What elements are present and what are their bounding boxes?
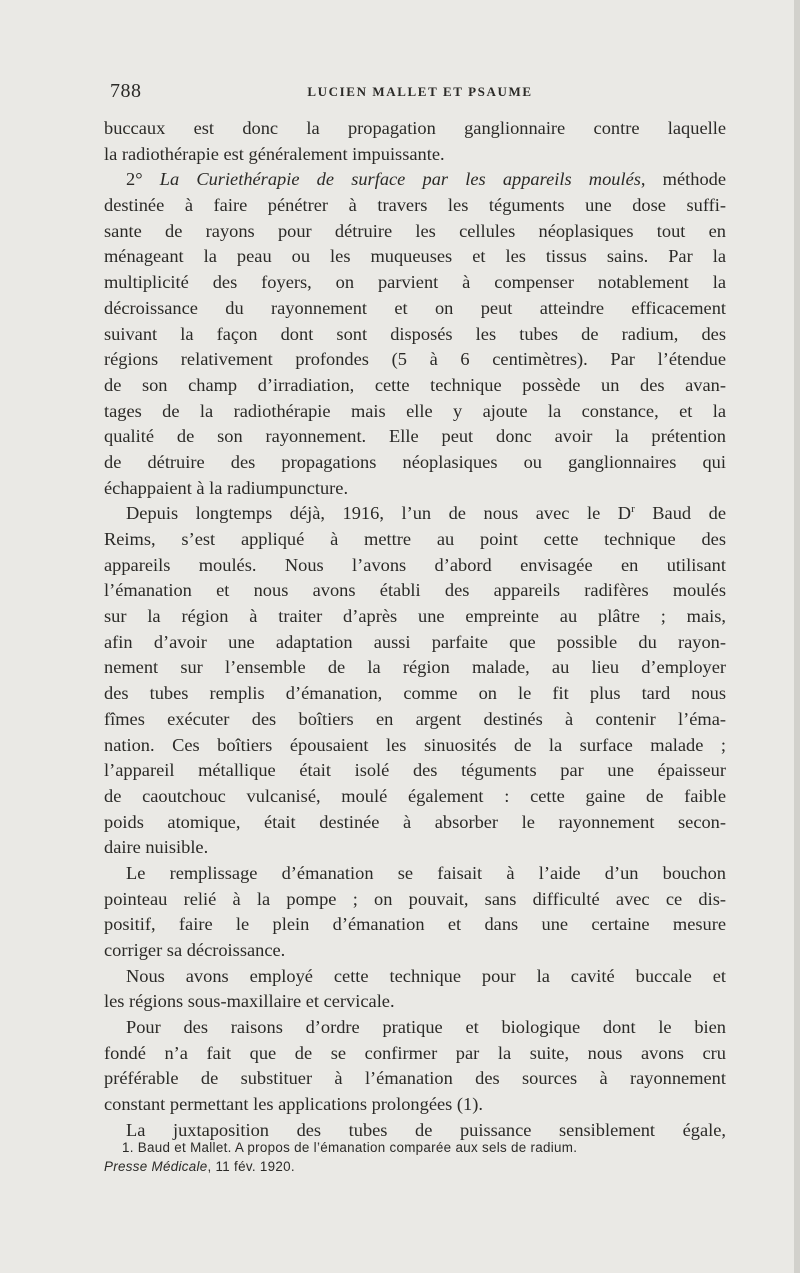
text-line: corriger sa décroissance. — [104, 940, 286, 960]
text-line: nation. Ces boîtiers épousaient les sinuosités de la surface malade ; — [104, 734, 726, 755]
text-line: daire nuisible. — [104, 837, 209, 858]
superscript: r — [631, 503, 635, 516]
footnote-fragment: , 11 fév. 1920. — [207, 1159, 295, 1174]
text-fragment: Baud de — [634, 503, 726, 524]
text-line: poids atomique, était destinée à absorber le rayonnement secon- — [104, 811, 726, 832]
text-line: ménageant la peau ou les muqueuses et les tissus sains. Par la — [104, 246, 726, 267]
text-line: buccaux est donc la propagation ganglionnaire contre laquelle — [104, 118, 726, 138]
text-line: pointeau relié à la pompe ; on pouvait, sans difficulté avec ce dis- — [104, 888, 726, 909]
text-line: des tubes remplis d’émanation, comme on le fit plus tard nous — [104, 683, 726, 704]
text-line: sur la région à traiter d’après une empreinte au plâtre ; mais, — [104, 606, 726, 627]
text-line: de caoutchouc vulcanisé, moulé également : cette gaine de faible — [104, 785, 726, 806]
text-line — [104, 501, 726, 527]
text-fragment: , méthode — [640, 169, 727, 190]
page-edge — [794, 0, 800, 1273]
text-line: Nous avons employé cette technique pour la cavité buccale et — [126, 965, 726, 986]
text-line: sante de rayons pour détruire les cellules néoplasiques tout en — [104, 220, 726, 241]
text-line: décroissance du rayonnement et on peut atteindre efficacement — [104, 297, 726, 318]
text-line: fîmes exécuter des boîtiers en argent destinés à contenir l’éma- — [104, 708, 726, 729]
footnotes — [104, 1138, 726, 1176]
running-head: LUCIEN MALLET ET PSAUME — [307, 84, 533, 99]
text-line: positif, faire le plein d’émanation et dans une certaine mesure — [104, 914, 726, 935]
text-line: préférable de substituer à l’émanation des sources à rayonnement — [104, 1068, 726, 1089]
text-line: Pour des raisons d’ordre pratique et biologique dont le bien — [126, 1017, 726, 1038]
section-title: La Curiethérapie de surface par les appareils moulés — [159, 169, 641, 190]
text-line: les régions sous-maxillaire et cervicale. — [104, 991, 395, 1012]
text-line: régions relativement profondes (5 à 6 centimètres). Par l’étendue — [104, 349, 726, 370]
footnote-line — [104, 1157, 726, 1176]
text-line: multiplicité des foyers, on parvient à compenser notablement la — [104, 272, 726, 293]
text-line: de son champ d’irradiation, cette technique possède un des avan- — [104, 374, 726, 395]
text-line: afin d’avoir une adaptation aussi parfaite que possible du rayon- — [104, 631, 726, 652]
page-header — [110, 80, 730, 104]
text-line: échappaient à la radiumpuncture. — [104, 477, 349, 498]
text-line: La juxtaposition des tubes de puissance sensiblement égale, — [126, 1119, 726, 1140]
text-line: qualité de son rayonnement. Elle peut donc avoir la prétention — [104, 426, 726, 447]
text-line: la radiothérapie est généralement impuissante. — [104, 143, 445, 164]
text-line: nement sur l’ensemble de la région malade, au lieu d’employer — [104, 657, 726, 678]
text-line — [104, 167, 726, 193]
footnote-line: 1. Baud et Mallet. A propos de l’émanation comparée aux sels de radium. — [122, 1140, 578, 1155]
page-number: 788 — [110, 80, 142, 102]
body-text — [104, 116, 726, 1144]
text-line: appareils moulés. Nous l’avons d’abord envisagée en utilisant — [104, 554, 726, 575]
text-line: destinée à faire pénétrer à travers les téguments une dose suffi- — [104, 195, 726, 216]
text-line: de détruire des propagations néoplasiques ou ganglionnaires qui — [104, 451, 726, 472]
text-line: constant permettant les applications prolongées (1). — [104, 1094, 483, 1115]
text-line: Le remplissage d’émanation se faisait à l’aide d’un bouchon — [126, 862, 726, 883]
journal-title: Presse Médicale — [104, 1159, 208, 1174]
list-number: 2° — [126, 169, 160, 190]
text-line: l’appareil métallique était isolé des téguments par une épaisseur — [104, 760, 726, 781]
text-line: suivant la façon dont sont disposés les tubes de radium, des — [104, 323, 726, 344]
text-line: fondé n’a fait que de se confirmer par la suite, nous avons cru — [104, 1042, 726, 1063]
text-fragment: Depuis longtemps déjà, 1916, l’un de nous avec le D — [126, 503, 632, 524]
text-line: l’émanation et nous avons établi des appareils radifères moulés — [104, 580, 726, 601]
text-line: tages de la radiothérapie mais elle y ajoute la constance, et la — [104, 400, 726, 421]
text-line: Reims, s’est appliqué à mettre au point cette technique des — [104, 529, 726, 549]
